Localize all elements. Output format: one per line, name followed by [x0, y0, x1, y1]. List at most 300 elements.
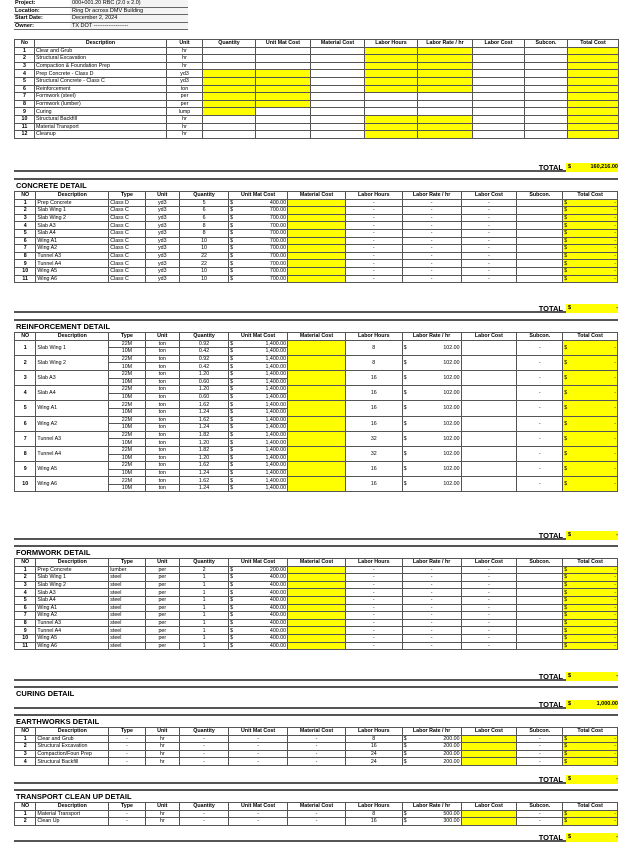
total-cost-cell[interactable]: $ - — [564, 260, 616, 267]
total-cost-cell[interactable]: $ - — [564, 635, 616, 642]
unit-mat-cost-cell[interactable] — [256, 70, 311, 78]
quantity-cell[interactable] — [203, 131, 256, 139]
total-cost-cell[interactable]: $ - — [564, 253, 616, 260]
labor-rate-cell[interactable] — [418, 115, 473, 123]
row-quantity[interactable]: 10 — [179, 237, 228, 245]
subcon-cell[interactable] — [517, 627, 563, 635]
subcon-cell[interactable]: - — [517, 743, 563, 751]
owner-value[interactable]: TX DOT ------------------- — [70, 23, 188, 30]
total-cost-cell[interactable]: $ - — [563, 370, 618, 385]
subcon-cell[interactable] — [525, 55, 568, 63]
row-quantity[interactable]: 1 — [179, 581, 228, 589]
material-cost-cell[interactable] — [288, 370, 346, 385]
subcon-cell[interactable] — [525, 62, 568, 70]
row-quantity[interactable]: 1 — [179, 612, 228, 620]
labor-hours-cell[interactable]: - — [345, 596, 402, 604]
labor-rate-cell[interactable] — [418, 93, 473, 101]
material-cost-cell[interactable] — [288, 222, 346, 230]
subcon-cell[interactable]: - — [517, 818, 563, 826]
labor-hours-cell[interactable]: - — [345, 267, 402, 275]
row-quantity[interactable]: 22 — [179, 252, 228, 260]
total-cost-cell[interactable]: $ - — [563, 431, 618, 446]
row-quantity[interactable]: 5 — [179, 199, 228, 207]
labor-hours-cell[interactable]: 8 — [345, 355, 402, 370]
labor-rate-cell[interactable]: - — [402, 604, 461, 612]
labor-rate-cell[interactable] — [418, 123, 473, 131]
labor-hours-cell[interactable]: - — [345, 627, 402, 635]
material-cost-cell[interactable] — [288, 199, 346, 207]
subcon-cell[interactable] — [525, 77, 568, 85]
labor-rate-cell[interactable]: - — [402, 589, 461, 597]
material-cost-cell[interactable] — [288, 245, 346, 253]
unit-mat-cost-cell[interactable]: $ 1,400.00 — [230, 439, 287, 446]
row-quantity[interactable]: 1.20 — [179, 386, 228, 394]
labor-rate-cell[interactable]: - — [402, 229, 461, 237]
quantity-cell[interactable] — [203, 77, 256, 85]
unit-mat-cost-cell[interactable] — [256, 93, 311, 101]
row-quantity[interactable]: 10 — [179, 267, 228, 275]
unit-mat-cost-cell[interactable]: $ 400.00 — [230, 642, 287, 649]
unit-mat-cost-cell[interactable]: $ 1,400.00 — [230, 356, 287, 363]
material-cost-cell[interactable] — [288, 340, 346, 355]
material-cost-cell[interactable] — [288, 612, 346, 620]
labor-hours-cell[interactable]: 16 — [345, 386, 402, 401]
labor-rate-cell[interactable]: - — [402, 245, 461, 253]
total-cost-cell[interactable]: $ - — [563, 446, 618, 461]
subcon-cell[interactable] — [517, 612, 563, 620]
total-cost-cell[interactable]: $ - — [564, 222, 616, 229]
total-cost-cell[interactable]: $ - — [564, 589, 616, 596]
project-value[interactable]: 000+001.20 RBC (2.0 x 2.0) — [70, 0, 188, 7]
labor-rate-cell[interactable] — [418, 55, 473, 63]
unit-mat-cost-cell[interactable]: $ 700.00 — [230, 222, 287, 229]
row-quantity[interactable]: 1 — [179, 589, 228, 597]
row-quantity[interactable]: 1 — [179, 627, 228, 635]
row-quantity[interactable]: 10 — [179, 245, 228, 253]
total-cost-cell[interactable]: $ - — [563, 401, 618, 416]
labor-hours-cell[interactable]: 24 — [345, 758, 402, 766]
labor-hours-cell[interactable] — [365, 115, 418, 123]
labor-rate-cell[interactable]: $ 200.00 — [403, 751, 460, 758]
total-cost-cell[interactable]: $ - — [564, 582, 616, 589]
labor-rate-cell[interactable]: $ 500.00 — [403, 810, 460, 817]
quantity-cell[interactable] — [203, 115, 256, 123]
total-cost-cell[interactable]: $ - — [563, 477, 618, 492]
subcon-cell[interactable] — [525, 47, 568, 55]
subcon-cell[interactable] — [517, 267, 563, 275]
row-quantity[interactable]: 1.20 — [179, 439, 228, 447]
unit-mat-cost-cell[interactable]: $ 1,400.00 — [230, 378, 287, 385]
unit-mat-cost-cell[interactable]: - — [229, 743, 288, 751]
total-cost-cell[interactable]: $ - — [564, 574, 616, 581]
labor-hours-cell[interactable]: - — [345, 275, 402, 283]
material-cost-cell[interactable] — [288, 477, 346, 492]
unit-mat-cost-cell[interactable]: $ 1,400.00 — [230, 477, 287, 484]
subcon-cell[interactable]: - — [517, 750, 563, 758]
row-quantity[interactable]: - — [179, 750, 228, 758]
row-quantity[interactable]: 22 — [179, 260, 228, 268]
labor-hours-cell[interactable]: 24 — [345, 750, 402, 758]
labor-hours-cell[interactable] — [365, 47, 418, 55]
unit-mat-cost-cell[interactable] — [256, 115, 311, 123]
unit-mat-cost-cell[interactable]: $ 1,400.00 — [230, 394, 287, 401]
labor-hours-cell[interactable]: 16 — [345, 401, 402, 416]
labor-rate-cell[interactable] — [418, 131, 473, 139]
subcon-cell[interactable] — [525, 93, 568, 101]
total-cost-cell[interactable]: $ - — [564, 604, 616, 611]
material-cost-cell[interactable] — [288, 416, 346, 431]
unit-mat-cost-cell[interactable]: $ 1,400.00 — [230, 409, 287, 416]
subcon-cell[interactable] — [517, 252, 563, 260]
labor-hours-cell[interactable] — [365, 108, 418, 116]
material-cost-cell[interactable] — [288, 581, 346, 589]
total-cost-cell[interactable]: $ - — [564, 758, 616, 765]
subcon-cell[interactable] — [525, 70, 568, 78]
total-cost-cell[interactable]: $ - — [563, 340, 618, 355]
row-quantity[interactable]: 8 — [179, 229, 228, 237]
unit-mat-cost-cell[interactable]: $ 700.00 — [230, 260, 287, 267]
unit-mat-cost-cell[interactable]: $ 1,400.00 — [230, 348, 287, 355]
labor-rate-cell[interactable]: $ 200.00 — [403, 735, 460, 742]
row-quantity[interactable]: - — [179, 758, 228, 766]
labor-rate-cell[interactable]: $ 300.00 — [403, 818, 460, 825]
labor-hours-cell[interactable] — [365, 131, 418, 139]
material-cost-cell[interactable] — [288, 252, 346, 260]
labor-rate-cell[interactable] — [418, 100, 473, 108]
unit-mat-cost-cell[interactable]: $ 400.00 — [230, 597, 287, 604]
total-cost-cell[interactable]: $ - — [564, 818, 616, 825]
subcon-cell[interactable] — [517, 604, 563, 612]
material-cost-cell[interactable] — [288, 260, 346, 268]
row-quantity[interactable]: 10 — [179, 275, 228, 283]
labor-rate-cell[interactable]: $ 102.00 — [402, 386, 461, 401]
labor-rate-cell[interactable]: $ 200.00 — [403, 758, 460, 765]
total-cost-cell[interactable]: $ - — [564, 237, 616, 244]
labor-hours-cell[interactable]: - — [345, 245, 402, 253]
labor-hours-cell[interactable] — [365, 62, 418, 70]
total-cost-cell[interactable]: $ - — [564, 268, 616, 275]
unit-mat-cost-cell[interactable]: $ 700.00 — [230, 215, 287, 222]
row-quantity[interactable]: 1.62 — [179, 477, 228, 485]
unit-mat-cost-cell[interactable]: $ 700.00 — [230, 268, 287, 275]
quantity-cell[interactable] — [203, 70, 256, 78]
unit-mat-cost-cell[interactable]: $ 700.00 — [230, 253, 287, 260]
labor-rate-cell[interactable]: $ 102.00 — [402, 446, 461, 461]
material-cost-cell[interactable] — [288, 619, 346, 627]
row-quantity[interactable]: 1.20 — [179, 454, 228, 462]
row-quantity[interactable]: 1.82 — [179, 431, 228, 439]
unit-mat-cost-cell[interactable]: $ 700.00 — [230, 207, 287, 214]
total-cost-cell[interactable]: $ - — [564, 245, 616, 252]
labor-hours-cell[interactable]: 16 — [345, 462, 402, 477]
total-cost-cell[interactable]: $ - — [563, 462, 618, 477]
subcon-cell[interactable] — [525, 123, 568, 131]
subcon-cell[interactable] — [525, 108, 568, 116]
total-cost-cell[interactable]: $ - — [563, 355, 618, 370]
unit-mat-cost-cell[interactable]: $ 400.00 — [230, 589, 287, 596]
labor-hours-cell[interactable] — [365, 123, 418, 131]
unit-mat-cost-cell[interactable]: $ 1,400.00 — [230, 447, 287, 454]
labor-hours-cell[interactable]: 8 — [345, 810, 402, 818]
subcon-cell[interactable] — [517, 199, 563, 207]
row-quantity[interactable]: 6 — [179, 207, 228, 215]
unit-mat-cost-cell[interactable]: $ 400.00 — [230, 635, 287, 642]
labor-rate-cell[interactable] — [418, 85, 473, 93]
labor-hours-cell[interactable]: 16 — [345, 818, 402, 826]
labor-hours-cell[interactable]: - — [345, 642, 402, 650]
total-cost-cell[interactable]: $ - — [563, 416, 618, 431]
subcon-cell[interactable] — [517, 214, 563, 222]
unit-mat-cost-cell[interactable]: $ 400.00 — [230, 574, 287, 581]
material-cost-cell[interactable] — [288, 275, 346, 283]
subcon-cell[interactable] — [517, 589, 563, 597]
subcon-cell[interactable] — [525, 85, 568, 93]
subcon-cell[interactable]: - — [517, 758, 563, 766]
labor-rate-cell[interactable]: - — [402, 267, 461, 275]
labor-rate-cell[interactable]: $ 102.00 — [402, 477, 461, 492]
subcon-cell[interactable]: - — [517, 340, 563, 355]
total-cost-cell[interactable]: $ - — [564, 627, 616, 634]
labor-hours-cell[interactable]: - — [345, 581, 402, 589]
material-cost-cell[interactable] — [288, 355, 346, 370]
total-cost-cell[interactable]: $ - — [564, 230, 616, 237]
subcon-cell[interactable] — [517, 229, 563, 237]
subcon-cell[interactable] — [517, 634, 563, 642]
row-quantity[interactable]: - — [179, 818, 228, 826]
quantity-cell[interactable] — [203, 123, 256, 131]
labor-hours-cell[interactable]: 32 — [345, 431, 402, 446]
material-cost-cell[interactable] — [288, 386, 346, 401]
total-cost-cell[interactable]: $ - — [564, 751, 616, 758]
quantity-cell[interactable] — [203, 47, 256, 55]
material-cost-cell[interactable] — [288, 566, 346, 574]
labor-hours-cell[interactable]: - — [345, 207, 402, 215]
unit-mat-cost-cell[interactable]: $ 400.00 — [230, 612, 287, 619]
subcon-cell[interactable] — [517, 619, 563, 627]
labor-hours-cell[interactable]: - — [345, 229, 402, 237]
total-cost-cell[interactable]: $ - — [564, 597, 616, 604]
row-quantity[interactable]: 6 — [179, 214, 228, 222]
labor-rate-cell[interactable] — [418, 47, 473, 55]
unit-mat-cost-cell[interactable]: $ 1,400.00 — [230, 432, 287, 439]
labor-rate-cell[interactable]: - — [402, 260, 461, 268]
row-quantity[interactable]: 1.24 — [179, 424, 228, 432]
subcon-cell[interactable] — [517, 245, 563, 253]
material-cost-cell[interactable] — [288, 462, 346, 477]
subcon-cell[interactable] — [525, 131, 568, 139]
material-cost-cell[interactable] — [288, 207, 346, 215]
unit-mat-cost-cell[interactable]: $ 1,400.00 — [230, 386, 287, 393]
material-cost-cell[interactable] — [288, 627, 346, 635]
row-quantity[interactable]: - — [179, 810, 228, 818]
row-quantity[interactable]: 0.92 — [179, 340, 228, 348]
labor-hours-cell[interactable]: 32 — [345, 446, 402, 461]
subcon-cell[interactable] — [517, 207, 563, 215]
labor-hours-cell[interactable]: - — [345, 612, 402, 620]
subcon-cell[interactable] — [517, 275, 563, 283]
quantity-cell[interactable] — [203, 62, 256, 70]
labor-rate-cell[interactable]: - — [402, 574, 461, 582]
labor-hours-cell[interactable] — [365, 85, 418, 93]
labor-hours-cell[interactable] — [365, 55, 418, 63]
labor-hours-cell[interactable] — [365, 70, 418, 78]
labor-hours-cell[interactable]: 16 — [345, 477, 402, 492]
labor-hours-cell[interactable]: - — [345, 566, 402, 574]
row-quantity[interactable]: 1.82 — [179, 446, 228, 454]
unit-mat-cost-cell[interactable]: $ 1,400.00 — [230, 363, 287, 370]
subcon-cell[interactable]: - — [517, 401, 563, 416]
labor-rate-cell[interactable]: - — [402, 581, 461, 589]
total-cost-cell[interactable]: $ - — [564, 199, 616, 206]
quantity-cell[interactable] — [203, 93, 256, 101]
subcon-cell[interactable]: - — [517, 355, 563, 370]
total-cost-cell[interactable]: $ - — [564, 275, 616, 282]
material-cost-cell[interactable] — [288, 431, 346, 446]
labor-hours-cell[interactable]: 8 — [345, 735, 402, 743]
total-cost-cell[interactable]: $ - — [564, 215, 616, 222]
labor-rate-cell[interactable]: $ 102.00 — [402, 355, 461, 370]
labor-rate-cell[interactable]: - — [402, 214, 461, 222]
labor-rate-cell[interactable]: $ 200.00 — [403, 743, 460, 750]
row-quantity[interactable]: 1.62 — [179, 462, 228, 470]
labor-hours-cell[interactable]: - — [345, 222, 402, 230]
labor-hours-cell[interactable]: - — [345, 237, 402, 245]
total-cost-cell[interactable]: $ - — [564, 642, 616, 649]
labor-rate-cell[interactable] — [418, 108, 473, 116]
labor-rate-cell[interactable] — [418, 70, 473, 78]
subcon-cell[interactable]: - — [517, 810, 563, 818]
labor-hours-cell[interactable]: - — [345, 589, 402, 597]
row-quantity[interactable]: 1.62 — [179, 416, 228, 424]
labor-rate-cell[interactable]: $ 102.00 — [402, 401, 461, 416]
labor-hours-cell[interactable]: - — [345, 252, 402, 260]
row-quantity[interactable]: 1.20 — [179, 370, 228, 378]
unit-mat-cost-cell[interactable]: $ 1,400.00 — [230, 485, 287, 492]
row-quantity[interactable]: 0.92 — [179, 355, 228, 363]
unit-mat-cost-cell[interactable]: $ 400.00 — [230, 199, 287, 206]
row-quantity[interactable]: 0.60 — [179, 393, 228, 401]
row-quantity[interactable]: 1 — [179, 619, 228, 627]
unit-mat-cost-cell[interactable]: $ 1,400.00 — [230, 371, 287, 378]
subcon-cell[interactable]: - — [517, 370, 563, 385]
unit-mat-cost-cell[interactable]: - — [229, 810, 288, 818]
unit-mat-cost-cell[interactable] — [256, 123, 311, 131]
total-cost-cell[interactable]: $ - — [564, 612, 616, 619]
subcon-cell[interactable]: - — [517, 416, 563, 431]
unit-mat-cost-cell[interactable] — [256, 55, 311, 63]
labor-rate-cell[interactable]: - — [402, 642, 461, 650]
subcon-cell[interactable] — [517, 260, 563, 268]
material-cost-cell[interactable] — [288, 267, 346, 275]
labor-hours-cell[interactable]: - — [345, 634, 402, 642]
labor-hours-cell[interactable]: - — [345, 574, 402, 582]
unit-mat-cost-cell[interactable]: $ 400.00 — [230, 620, 287, 627]
row-quantity[interactable]: - — [179, 743, 228, 751]
material-cost-cell[interactable] — [288, 237, 346, 245]
subcon-cell[interactable]: - — [517, 477, 563, 492]
subcon-cell[interactable]: - — [517, 446, 563, 461]
labor-hours-cell[interactable] — [365, 93, 418, 101]
unit-mat-cost-cell[interactable] — [256, 85, 311, 93]
labor-rate-cell[interactable]: $ 102.00 — [402, 416, 461, 431]
row-quantity[interactable]: 0.60 — [179, 378, 228, 386]
labor-rate-cell[interactable]: - — [402, 566, 461, 574]
subcon-cell[interactable] — [517, 237, 563, 245]
unit-mat-cost-cell[interactable]: $ 1,400.00 — [230, 454, 287, 461]
unit-mat-cost-cell[interactable]: $ 400.00 — [230, 627, 287, 634]
labor-rate-cell[interactable]: $ 102.00 — [402, 462, 461, 477]
row-quantity[interactable]: 0.42 — [179, 348, 228, 356]
labor-rate-cell[interactable]: - — [402, 237, 461, 245]
row-quantity[interactable]: 0.42 — [179, 363, 228, 371]
quantity-cell[interactable] — [203, 85, 256, 93]
material-cost-cell[interactable] — [288, 229, 346, 237]
labor-rate-cell[interactable]: - — [402, 222, 461, 230]
unit-mat-cost-cell[interactable]: $ 400.00 — [230, 582, 287, 589]
labor-hours-cell[interactable]: - — [345, 619, 402, 627]
unit-mat-cost-cell[interactable] — [256, 108, 311, 116]
labor-hours-cell[interactable] — [365, 77, 418, 85]
unit-mat-cost-cell[interactable] — [256, 100, 311, 108]
row-quantity[interactable]: 1 — [179, 574, 228, 582]
row-quantity[interactable]: 1.62 — [179, 401, 228, 409]
unit-mat-cost-cell[interactable]: $ 1,400.00 — [230, 340, 287, 347]
unit-mat-cost-cell[interactable]: $ 1,400.00 — [230, 416, 287, 423]
row-quantity[interactable]: - — [179, 735, 228, 743]
labor-rate-cell[interactable]: $ 102.00 — [402, 370, 461, 385]
quantity-cell[interactable] — [203, 55, 256, 63]
unit-mat-cost-cell[interactable] — [256, 131, 311, 139]
unit-mat-cost-cell[interactable]: $ 200.00 — [230, 566, 287, 573]
labor-hours-cell[interactable]: - — [345, 260, 402, 268]
material-cost-cell[interactable] — [288, 589, 346, 597]
row-quantity[interactable]: 8 — [179, 222, 228, 230]
total-cost-cell[interactable]: $ - — [564, 810, 616, 817]
labor-hours-cell[interactable]: - — [345, 214, 402, 222]
unit-mat-cost-cell[interactable]: $ 400.00 — [230, 604, 287, 611]
subcon-cell[interactable]: - — [517, 735, 563, 743]
start-value[interactable]: December 2, 2024 — [70, 15, 188, 22]
row-quantity[interactable]: 1 — [179, 642, 228, 650]
subcon-cell[interactable] — [517, 566, 563, 574]
unit-mat-cost-cell[interactable]: $ 1,400.00 — [230, 401, 287, 408]
labor-rate-cell[interactable]: - — [402, 634, 461, 642]
material-cost-cell[interactable] — [288, 574, 346, 582]
labor-rate-cell[interactable]: - — [402, 596, 461, 604]
material-cost-cell[interactable] — [288, 634, 346, 642]
labor-hours-cell[interactable] — [365, 100, 418, 108]
unit-mat-cost-cell[interactable] — [256, 47, 311, 55]
total-cost-cell[interactable]: $ - — [563, 386, 618, 401]
labor-hours-cell[interactable]: 16 — [345, 416, 402, 431]
unit-mat-cost-cell[interactable]: $ 700.00 — [230, 245, 287, 252]
material-cost-cell[interactable] — [288, 401, 346, 416]
subcon-cell[interactable] — [517, 642, 563, 650]
labor-rate-cell[interactable]: - — [402, 627, 461, 635]
total-cost-cell[interactable]: $ - — [564, 743, 616, 750]
subcon-cell[interactable]: - — [517, 462, 563, 477]
labor-rate-cell[interactable] — [418, 77, 473, 85]
unit-mat-cost-cell[interactable]: $ 700.00 — [230, 230, 287, 237]
total-cost-cell[interactable]: $ - — [564, 735, 616, 742]
labor-hours-cell[interactable]: 16 — [345, 743, 402, 751]
labor-rate-cell[interactable]: $ 102.00 — [402, 431, 461, 446]
total-cost-cell[interactable]: $ - — [564, 620, 616, 627]
subcon-cell[interactable] — [517, 574, 563, 582]
labor-rate-cell[interactable] — [418, 62, 473, 70]
labor-hours-cell[interactable]: 8 — [345, 340, 402, 355]
labor-rate-cell[interactable]: - — [402, 252, 461, 260]
